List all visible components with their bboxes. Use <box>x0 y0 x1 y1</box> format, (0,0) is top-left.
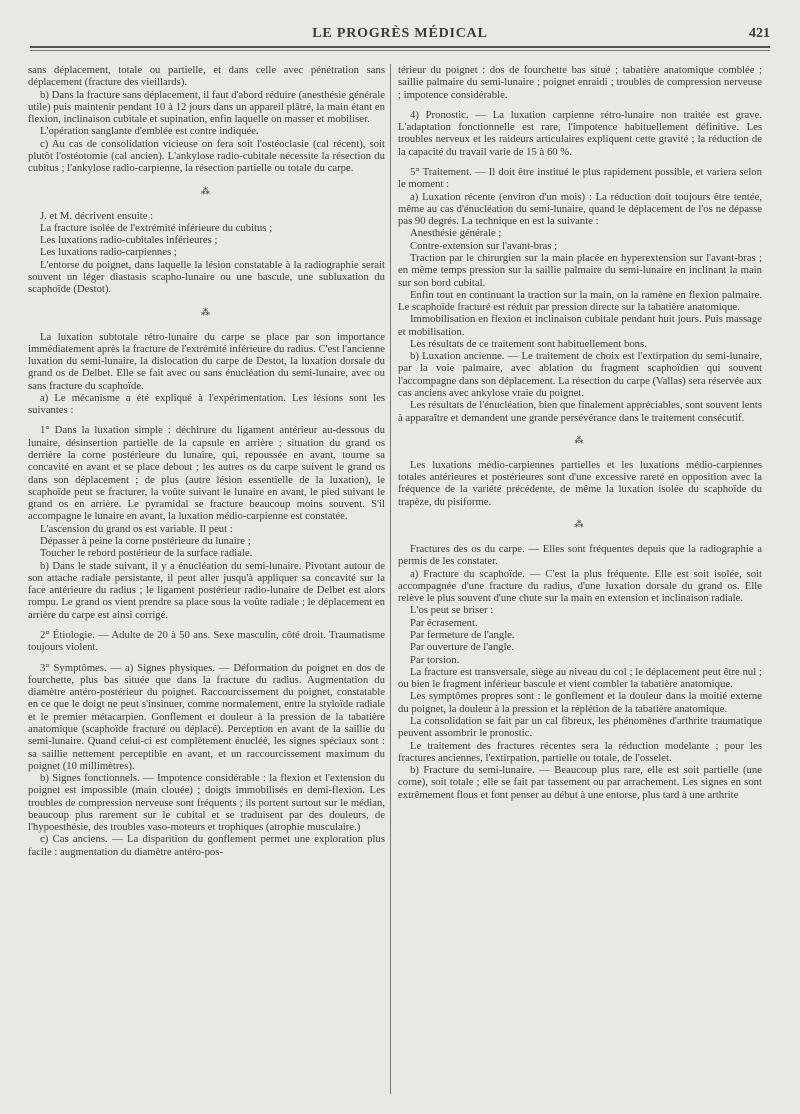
paragraph: Par écrasement. <box>410 616 478 629</box>
paragraph: J. et M. décrivent ensuite : <box>40 209 154 222</box>
paragraph: L'entorse du poignet, dans laquelle la lésion constatable à la radiographie serait souvent un léger diastasis scapho-lunaire ou une bascule, une subluxation du scaphoïde (Destot). <box>28 258 385 296</box>
header-rule <box>30 46 770 48</box>
paragraph: Fractures des os du carpe. — Elles sont fréquentes depuis que la radiographie a permis de les constater. <box>398 543 762 568</box>
section-ornament: ⁂ <box>201 185 212 196</box>
paragraph: 1° Dans la luxation simple : déchirure du ligament antérieur au-dessous du lunaire, désinsertion partielle de la capsule en arrière ; situation du grand os derrière la corne postérieure du lunaire, qui, repoussée en avant, tourne sa concavité en avant et se place debout ; les autres os du carpe suivent le grand os dans son déplacement ; de plus (autre lésion essentielle de la luxation), le scaphoïde peut se fracturer, la voûte suivant le lunaire en avant, le pied suivant le grand os en arrière. Le pyramidal se fracture beaucoup moins souvent. S'il accompagne le lunaire en avant, la luxation médio-carpienne est constatée. <box>28 424 385 523</box>
paragraph: 2° Étiologie. — Adulte de 20 à 50 ans. Sexe masculin, côté droit. Traumatisme toujours violent. <box>28 628 385 654</box>
paragraph: L'ascension du grand os est variable. Il peut : <box>40 522 233 535</box>
paragraph: Les luxations radio-carpiennes ; <box>40 246 177 259</box>
right-column <box>398 64 762 801</box>
paragraph: a) Le mécanisme a été expliqué à l'expérimentation. Les lésions sont les suivantes : <box>28 391 385 417</box>
paragraph: b) Signes fonctionnels. — Impotence considérable : la flexion et l'extension du poignet est impossible (main clouée) ; doigts immobilisés en demi-flexion. Les troubles de compression nerveuse sont fréquents ; ils portent surtout sur le médian, beaucoup plus rarement sur le cubital et se traduisent par des douleurs, de l'hypoesthésie, des troubles vaso-moteurs et trophiques (atrophie musculaire.) <box>28 772 385 834</box>
left-column <box>28 64 385 858</box>
section-ornament: ⁂ <box>574 519 586 529</box>
paragraph: Les luxations médio-carpiennes partielles et les luxations médio-carpiennes totales antérieures et postérieures sont d'une excessive rareté en opposition avec la fréquence de la variété précédente, de même la luxation isolée du scaphoïde du trapèze, du pisiforme. <box>398 458 762 508</box>
paragraph: La fracture est transversale, siège au niveau du col ; le déplacement peut être nul ; ou bien le fragment inférieur bascule et vient combler la tabatière anatomique. <box>398 665 762 691</box>
paragraph: Les symptômes propres sont : le gonflement et la douleur dans la moitié externe du poignet, la douleur à la pression et la réplétion de la tabatière anatomique. <box>398 690 762 715</box>
column-divider <box>390 64 391 1094</box>
paragraph: a) Fracture du scaphoïde. — C'est la plus fréquente. Elle est soit isolée, soit accompagnée d'une fracture du radius, d'une luxation dorsale du grand os. Elle relève le plus souvent d'une chute sur la main en extension et inclinaison radiale. <box>398 567 762 605</box>
paragraph: Traction par le chirurgien sur la main placée en hyperextension sur l'avant-bras ; en même temps pression sur la saillie palmaire du semi-lunaire en inclinant la main sur son bord cubital. <box>398 251 762 289</box>
paragraph: Immobilisation en flexion et inclinaison cubitale pendant huit jours. Puis massage et mobilisation. <box>398 313 762 338</box>
paragraph: 3° Symptômes. — a) Signes physiques. — Déformation du poignet en dos de fourchette, plus bas située que dans la fracture du radius. Augmentation du diamètre antéro-postérieur du poignet. Raccourcissement du poignet, constatable en ce que le doigt ne peut s'insinuer, comme normalement, entre la styloïde radiale et le premier métacarpien. Gonflement et douleur à la pression de la tabatière anatomique (scaphoïde fracturé ou déplacé). Perception en avant de la saillie du semi-lunaire. Quand celui-ci est complètement énucléé, les signes spéciaux sont : sa saillie nettement perceptible en avant, et un raccourcissement maximum du poignet (10 millimètres). <box>28 661 385 772</box>
paragraph: c) Cas anciens. — La disparition du gonflement permet une exploration plus facile : augmentation du diamètre antéro-pos- <box>28 833 385 858</box>
paragraph: b) Dans le stade suivant, il y a énucléation du semi-lunaire. Pivotant autour de son attache radiale persistante, il peut aller jusqu'à appliquer sa concavité sur la face antérieure du radius ; le ligament postérieur radio-lunaire de Delbet est alors rompu. Le grand os vient prendre sa place sous la voûte radiale ; le déplacement en arrière du carpe est ainsi corrigé. <box>28 559 385 621</box>
paragraph: b) Fracture du semi-lunaire. — Beaucoup plus rare, elle est soit partielle (une corne), soit totale ; elle se fait par tassement ou par arrachement. Les signes en sont extrêmement flous et font penser au début à une entorse, plus tard à une arthrite <box>398 764 762 801</box>
paragraph: a) Luxation récente (environ d'un mois) : La réduction doit toujours être tentée, même au cas d'énucléation du semi-lunaire, quand le déplacement de l'os ne dépasse pas 90 degrés. La technique en est la suivante : <box>398 190 762 228</box>
page-header <box>30 26 770 48</box>
paragraph: L'os peut se briser : <box>410 604 494 617</box>
paragraph: Les résultats de ce traitement sont habituellement bons. <box>410 337 647 350</box>
paragraph: Toucher le rebord postérieur de la surface radiale. <box>40 547 253 560</box>
paragraph: c) Au cas de consolidation vicieuse on fera soit l'ostéoclasie (cal récent), soit plutôt l'ostéotomie (cal ancien). L'ankylose radio-cubitale nécessite la résection du cubitus ; l'ankylose radio-carpienne, la résection partielle ou totale du carpe. <box>28 137 385 175</box>
paragraph: b) Luxation ancienne. — Le traitement de choix est l'extirpation du semi-lunaire, par la voie palmaire, avec ablation du fragment scaphoïdien qui souvent l'accompagne dans son déplacement. La résection du carpe (Vallas) sera réservée aux cas anciens avec ankylose vraie du poignet. <box>398 350 762 400</box>
paragraph: 4) Pronostic. — La luxation carpienne rétro-lunaire non traitée est grave. L'adaptation fonctionnelle est rare, l'impotence habituellement définitive. Les troubles nerveux et les raideurs articulaires expliquent cette gravité ; la réduction de la capacité du travail varie de 15 à 60 %. <box>398 108 762 158</box>
paragraph: La fracture isolée de l'extrémité inférieure du cubitus ; <box>40 221 273 234</box>
paragraph: Contre-extension sur l'avant-bras ; <box>410 239 558 252</box>
paragraph: Par torsion. <box>410 653 460 666</box>
paragraph: La luxation subtotale rétro-lunaire du carpe se place par son importance immédiatement après la fracture de l'extrémité inférieure du radius. C'est l'ancienne luxation du semi-lunaire, la dislocation du carpe de Destot, la luxation dorsale du grand os de Delbet. Elle se fait avec ou sans énucléation du semi-lunaire, avec ou sans fracture du scaphoïde. <box>28 330 385 392</box>
paragraph: Les résultats de l'énucléation, bien que finalement appréciables, sont souvent lents à apparaître et demandent une grande persévérance dans le traitement consécutif. <box>398 399 762 424</box>
paragraph: térieur du poignet : dos de fourchette bas situé ; tabatière anatomique comblée ; saillie palmaire du semi-lunaire ; poignet enraidi ; troubles de compression nerveuse ; impotence considérable. <box>398 64 762 101</box>
section-ornament: ⁂ <box>201 306 212 317</box>
paragraph: sans déplacement, totale ou partielle, et dans celle avec pénétration sans déplacement (fracture des vieillards). <box>28 64 385 89</box>
paragraph: Enfin tout en continuant la traction sur la main, on la ramène en flexion palmaire. Le scaphoïde fracturé est réduit par pression directe sur la tabatière anatomique. <box>398 288 762 314</box>
paragraph: b) Dans la fracture sans déplacement, il faut d'abord réduire (anesthésie générale utile) puis maintenir pendant 10 à 12 jours dans un appareil plâtré, la main étant en flexion, inclinaison cubitale et supination, enfin laquelle on masser et mobiliser. <box>28 88 385 126</box>
paragraph: Les luxations radio-cubitales inférieures ; <box>40 234 218 247</box>
paragraph: Par fermeture de l'angle. <box>410 628 515 641</box>
paragraph: Dépasser à peine la corne postérieure du lunaire ; <box>40 535 251 547</box>
paragraph: L'opération sanglante d'emblée est contre indiquée. <box>40 125 259 138</box>
paragraph: 5° Traitement. — Il doit être institué le plus rapidement possible, et variera selon le moment : <box>398 165 762 191</box>
paragraph: Anesthésie générale ; <box>410 227 502 240</box>
running-title: LE PROGRÈS MÉDICAL <box>312 26 488 41</box>
page-number: 421 <box>749 26 770 41</box>
paragraph: Le traitement des fractures récentes sera la réduction modelante ; pour les fractures anciennes, l'extirpation, partielle ou totale, de l'osselet. <box>398 739 762 764</box>
section-ornament: ⁂ <box>574 434 586 445</box>
header-rule-thin <box>30 50 770 51</box>
paragraph: Par ouverture de l'angle. <box>410 641 515 654</box>
paragraph: La consolidation se fait par un cal fibreux, les phénomènes d'arthrite traumatique peuvent assombrir le pronostic. <box>398 714 762 740</box>
